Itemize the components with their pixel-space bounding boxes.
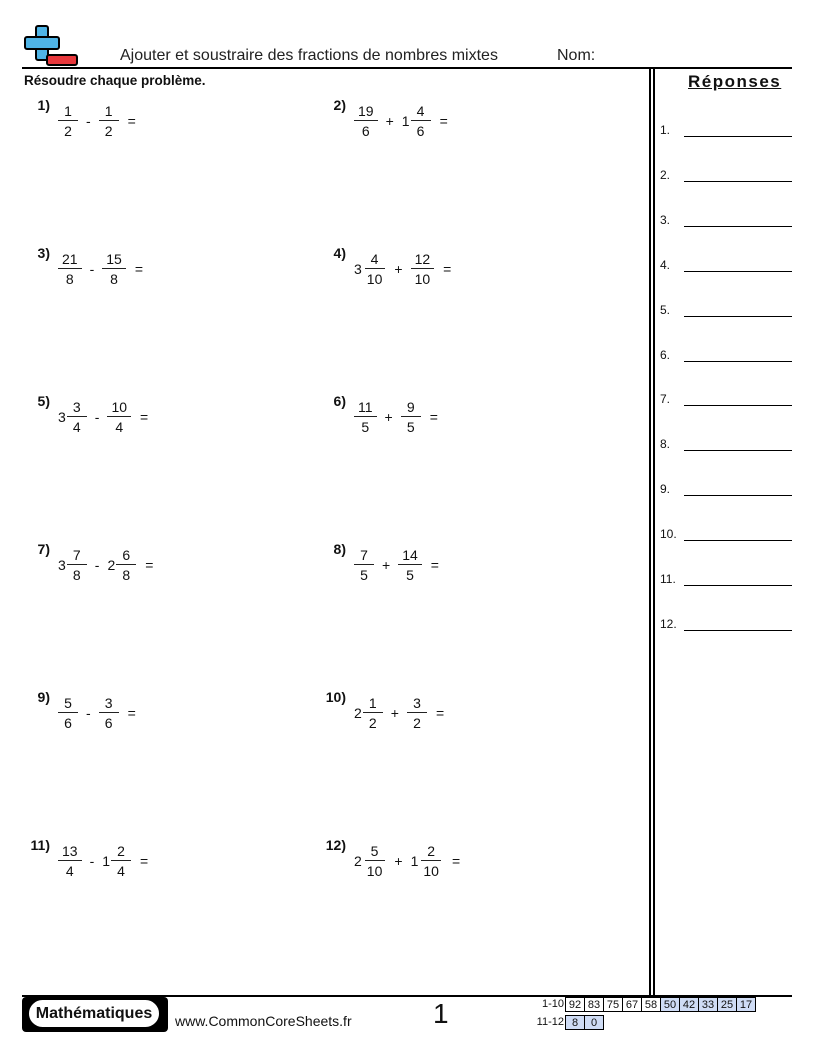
column-divider-left	[649, 67, 651, 995]
problem-number: 4)	[333, 245, 346, 261]
problem-11	[30, 837, 149, 879]
first-term-fraction	[58, 103, 78, 139]
answer-row-4	[660, 258, 792, 278]
equals-sign: =	[443, 261, 452, 277]
first-term-fraction	[67, 547, 87, 583]
first-term-denominator: 10	[366, 863, 383, 879]
problem-number: 5)	[37, 393, 50, 409]
second-term-whole-number: 2	[107, 557, 116, 573]
answer-row-6	[660, 348, 792, 368]
second-term-fraction	[419, 843, 443, 879]
answer-number: 8.	[660, 437, 671, 451]
problem-number: 10)	[325, 689, 346, 705]
first-term-denominator: 4	[65, 863, 74, 879]
problem-number: 3)	[37, 245, 50, 261]
operator: -	[89, 261, 95, 277]
problem-2	[333, 97, 448, 139]
answer-blank[interactable]	[684, 181, 792, 182]
problem-3	[37, 245, 144, 287]
first-term-numerator: 1	[363, 695, 383, 713]
footer-url: www.CommonCoreSheets.fr	[175, 1013, 352, 1029]
problem-12	[325, 837, 461, 879]
second-term-whole-number: 1	[410, 853, 419, 869]
answer-number: 11.	[660, 572, 676, 586]
second-term-denominator: 8	[122, 567, 131, 583]
header-rule	[22, 67, 792, 69]
answer-row-2	[660, 168, 792, 188]
second-term-numerator: 12	[411, 251, 435, 269]
first-term-fraction	[58, 695, 78, 731]
first-term-denominator: 8	[72, 567, 81, 583]
first-term-denominator: 4	[72, 419, 81, 435]
equals-sign: =	[451, 853, 461, 869]
second-term-fraction	[411, 103, 431, 139]
first-term-fraction	[67, 399, 87, 435]
score-cell: 42	[679, 997, 699, 1012]
answer-blank[interactable]	[684, 630, 792, 631]
second-term-numerator: 4	[411, 103, 431, 121]
second-term-denominator: 2	[413, 715, 421, 731]
first-term-fraction	[363, 251, 387, 287]
equals-sign: =	[435, 705, 445, 721]
first-term-numerator: 11	[354, 399, 377, 417]
score-cell: 92	[565, 997, 585, 1012]
second-term-fraction	[107, 399, 131, 435]
first-term-fraction	[354, 103, 378, 139]
problem-8	[333, 541, 439, 583]
second-term-numerator: 14	[398, 547, 422, 565]
score-cell: 17	[736, 997, 756, 1012]
score-row-label: 1-10	[541, 998, 564, 1010]
answers-title: Réponses	[688, 72, 782, 91]
second-term-denominator: 5	[406, 419, 415, 435]
answer-blank[interactable]	[684, 271, 792, 272]
answer-row-7	[660, 392, 792, 412]
first-term-whole-number: 2	[354, 705, 362, 721]
operator: +	[384, 409, 393, 425]
operator: +	[382, 557, 391, 573]
problem-10	[325, 689, 445, 731]
score-row	[522, 997, 756, 1012]
equals-sign: =	[439, 113, 448, 129]
answer-number: 3.	[660, 213, 671, 227]
problem-number: 1)	[37, 97, 50, 113]
first-term-whole-number: 3	[58, 557, 66, 573]
answer-blank[interactable]	[684, 316, 792, 317]
first-term-denominator: 2	[64, 123, 72, 139]
second-term-numerator: 1	[99, 103, 119, 121]
answer-number: 12.	[660, 617, 677, 631]
second-term-denominator: 8	[110, 271, 118, 287]
problem-number: 7)	[37, 541, 50, 557]
answer-number: 7.	[660, 392, 671, 406]
problem-number: 9)	[37, 689, 50, 705]
answer-row-5	[660, 303, 792, 323]
first-term-fraction	[354, 547, 374, 583]
answer-blank[interactable]	[684, 450, 792, 451]
equals-sign: =	[140, 409, 149, 425]
score-cell: 83	[584, 997, 604, 1012]
first-term-numerator: 7	[67, 547, 87, 565]
first-term-fraction	[363, 843, 387, 879]
second-term-fraction	[411, 251, 435, 287]
second-term-fraction	[111, 843, 131, 879]
equals-sign: =	[430, 557, 439, 573]
first-term-denominator: 8	[65, 271, 74, 287]
answer-row-1	[660, 123, 792, 143]
second-term-fraction	[102, 251, 126, 287]
problem-number: 11)	[30, 837, 50, 853]
first-term-numerator: 5	[58, 695, 78, 713]
column-divider-right	[653, 67, 655, 995]
score-cell: 25	[717, 997, 737, 1012]
first-term-numerator: 19	[354, 103, 378, 121]
second-term-numerator: 10	[107, 399, 131, 417]
second-term-fraction	[99, 695, 119, 731]
first-term-whole-number: 3	[354, 261, 362, 277]
answer-number: 10.	[660, 527, 677, 541]
name-label: Nom:	[557, 47, 596, 64]
first-term-denominator: 6	[64, 715, 72, 731]
first-term-fraction	[58, 251, 82, 287]
answer-number: 2.	[660, 168, 671, 182]
second-term-fraction	[407, 695, 427, 731]
answer-row-10	[660, 527, 792, 547]
first-term-numerator: 7	[354, 547, 374, 565]
second-term-denominator: 6	[104, 715, 113, 731]
second-term-fraction	[401, 399, 421, 435]
problem-number: 12)	[325, 837, 346, 853]
answer-row-12	[660, 617, 792, 637]
answer-row-11	[660, 572, 792, 592]
operator: +	[394, 261, 403, 277]
first-term-denominator: 5	[360, 567, 368, 583]
problem-4	[333, 245, 452, 287]
problem-number: 6)	[333, 393, 346, 409]
answer-blank[interactable]	[684, 361, 792, 362]
answer-number: 9.	[660, 482, 671, 496]
score-cell: 58	[641, 997, 661, 1012]
second-term-whole-number: 1	[401, 113, 410, 129]
second-term-fraction	[99, 103, 119, 139]
first-term-numerator: 4	[365, 251, 385, 269]
answer-blank[interactable]	[684, 495, 792, 496]
answer-blank[interactable]	[684, 540, 792, 541]
problem-7	[37, 541, 154, 583]
answer-blank[interactable]	[684, 136, 792, 137]
operator: +	[394, 853, 403, 869]
first-term-whole-number: 3	[58, 409, 66, 425]
problem-number: 2)	[333, 97, 346, 113]
problem-9	[37, 689, 136, 731]
operator: -	[86, 705, 91, 721]
equals-sign: =	[145, 557, 154, 573]
footer-badge: Mathématiques	[27, 998, 161, 1029]
second-term-numerator: 2	[111, 843, 131, 861]
equals-sign: =	[127, 705, 136, 721]
operator: -	[89, 853, 95, 869]
score-row	[522, 1015, 604, 1030]
problem-6	[333, 393, 438, 435]
answer-number: 6.	[660, 348, 671, 362]
score-cell: 75	[603, 997, 623, 1012]
equals-sign: =	[140, 853, 149, 869]
first-term-whole-number: 2	[354, 853, 362, 869]
operator: +	[390, 705, 399, 721]
second-term-numerator: 6	[116, 547, 136, 565]
answer-number: 5.	[660, 303, 671, 317]
first-term-denominator: 10	[366, 271, 383, 287]
equals-sign: =	[134, 261, 144, 277]
second-term-whole-number: 1	[102, 853, 111, 869]
answer-row-3	[660, 213, 792, 233]
first-term-fraction	[363, 695, 383, 731]
first-term-denominator: 5	[361, 419, 370, 435]
second-term-denominator: 4	[117, 863, 125, 879]
second-term-denominator: 6	[416, 123, 425, 139]
first-term-numerator: 3	[67, 399, 87, 417]
page-number: 1	[433, 998, 449, 1029]
first-term-numerator: 21	[58, 251, 82, 269]
problem-5	[37, 393, 149, 435]
second-term-denominator: 2	[104, 123, 113, 139]
second-term-fraction	[398, 547, 422, 583]
score-cell: 50	[660, 997, 680, 1012]
equals-sign: =	[127, 113, 136, 129]
answer-blank[interactable]	[684, 585, 792, 586]
second-term-numerator: 9	[401, 399, 421, 417]
second-term-numerator: 2	[421, 843, 441, 861]
score-row-label: 11-12	[536, 1016, 564, 1028]
operator: -	[86, 113, 91, 129]
equals-sign: =	[429, 409, 438, 425]
answer-number: 1.	[660, 123, 671, 137]
worksheet-title: Ajouter et soustraire des fractions de nombres mixtes	[120, 47, 498, 64]
operator: -	[94, 409, 100, 425]
second-term-fraction	[116, 547, 136, 583]
second-term-denominator: 5	[406, 567, 414, 583]
plus-minus-logo-icon	[22, 24, 80, 68]
operator: +	[385, 113, 394, 129]
answer-row-9	[660, 482, 792, 502]
score-cell: 33	[698, 997, 718, 1012]
score-cell: 0	[584, 1015, 604, 1030]
second-term-denominator: 4	[115, 419, 124, 435]
first-term-fraction	[354, 399, 377, 435]
answer-number: 4.	[660, 258, 671, 272]
first-term-denominator: 2	[368, 715, 377, 731]
first-term-numerator: 13	[58, 843, 82, 861]
problem-1	[37, 97, 136, 139]
instruction-text: Résoudre chaque problème.	[24, 73, 206, 88]
second-term-numerator: 15	[102, 251, 126, 269]
first-term-denominator: 6	[361, 123, 370, 139]
score-cell: 8	[565, 1015, 585, 1030]
second-term-denominator: 10	[423, 863, 439, 879]
score-cell: 67	[622, 997, 642, 1012]
first-term-fraction	[58, 843, 82, 879]
first-term-numerator: 5	[365, 843, 385, 861]
first-term-numerator: 1	[58, 103, 78, 121]
answer-blank[interactable]	[684, 405, 792, 406]
problem-number: 8)	[333, 541, 346, 557]
second-term-numerator: 3	[99, 695, 119, 713]
answer-blank[interactable]	[684, 226, 792, 227]
answer-row-8	[660, 437, 792, 457]
operator: -	[94, 557, 100, 573]
second-term-numerator: 3	[407, 695, 427, 713]
second-term-denominator: 10	[414, 271, 431, 287]
